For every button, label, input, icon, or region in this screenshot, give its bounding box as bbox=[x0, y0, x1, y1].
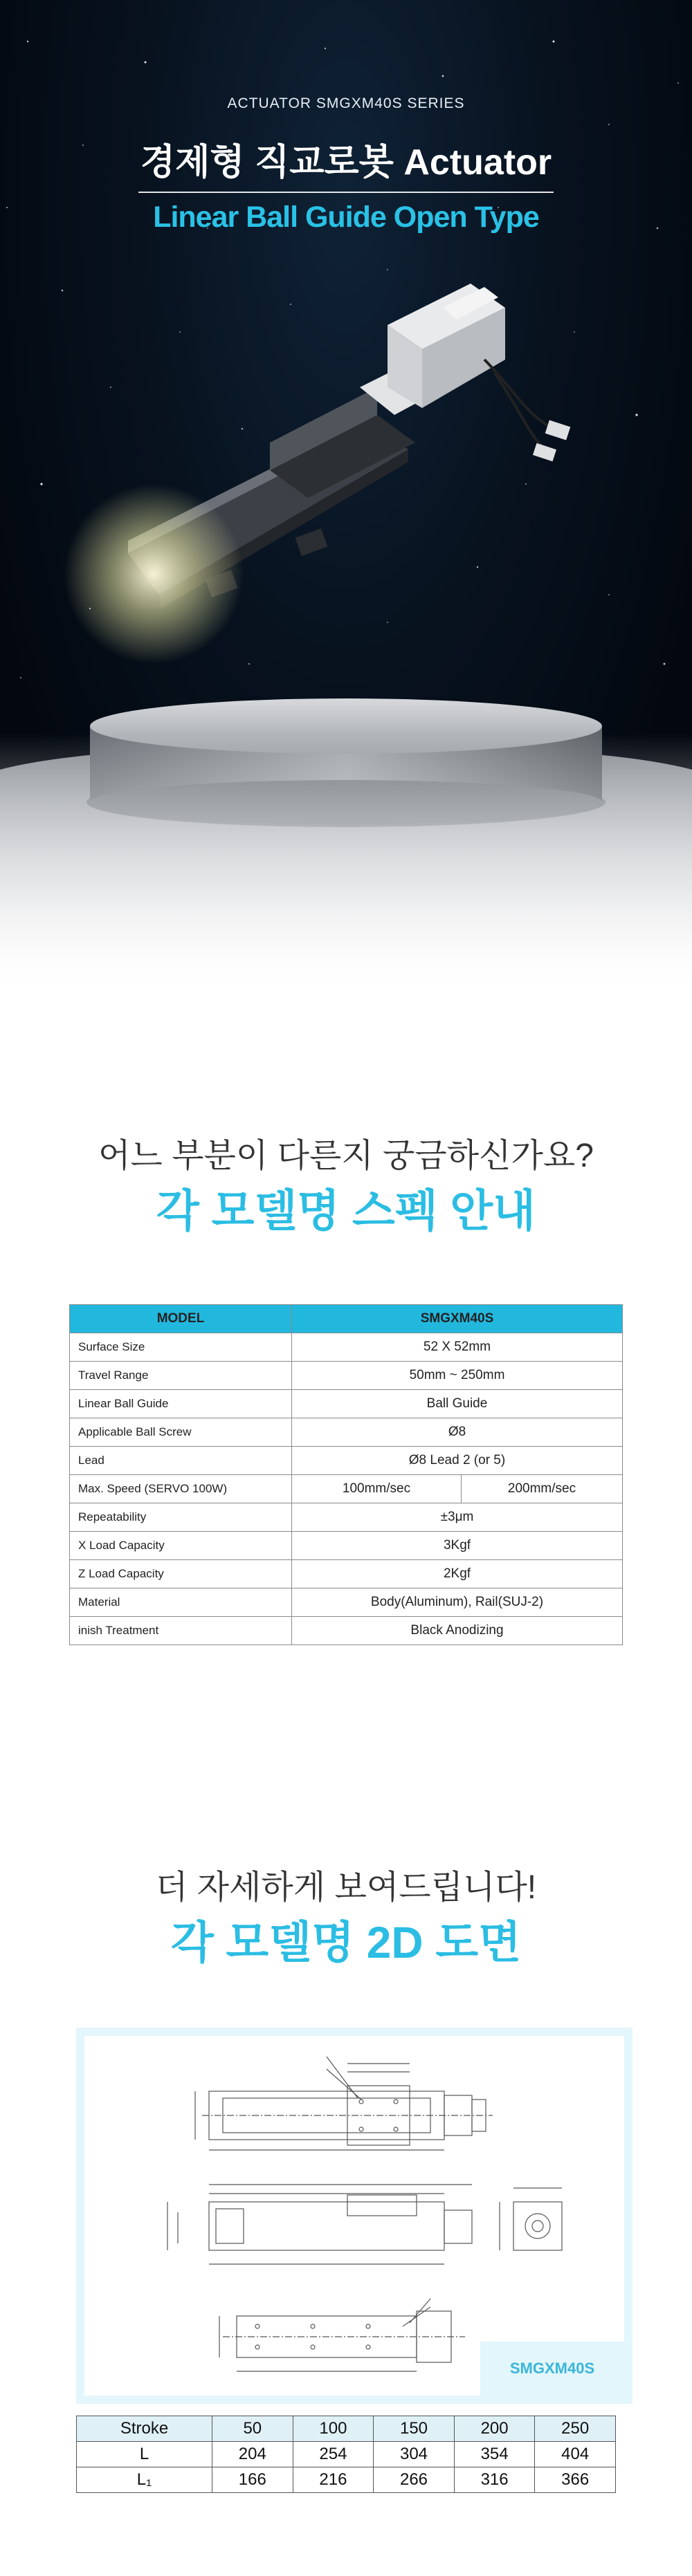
spec-label: Material bbox=[70, 1588, 292, 1617]
table-row bbox=[70, 1503, 623, 1532]
stroke-cell: 100 bbox=[293, 2416, 374, 2442]
spec-label: inish Treatment bbox=[70, 1617, 292, 1645]
table-row bbox=[70, 1447, 623, 1475]
spec-value-lead5: 200mm/sec bbox=[462, 1475, 623, 1503]
drawing-heading: 각 모델명 2D 도면 bbox=[170, 1918, 522, 1967]
spec-header-model: MODEL bbox=[70, 1305, 292, 1333]
hero-fade bbox=[0, 733, 692, 982]
spec-value: 3Kgf bbox=[292, 1532, 623, 1560]
stroke-cell: 404 bbox=[535, 2442, 616, 2467]
hero-title: 경제형 직교로봇 Actuator bbox=[140, 142, 552, 183]
spec-label: Travel Range bbox=[70, 1362, 292, 1390]
stroke-cell: 204 bbox=[212, 2442, 293, 2467]
stroke-cell: L₁ bbox=[77, 2467, 212, 2493]
drawing-question: 더 자세하게 보여드립니다! bbox=[155, 1869, 537, 1906]
stroke-cell: 266 bbox=[374, 2467, 455, 2493]
table-row bbox=[77, 2467, 616, 2493]
series-label: ACTUATOR SMGXM40S SERIES bbox=[227, 95, 465, 111]
stroke-cell: 200 bbox=[454, 2416, 535, 2442]
spec-header-row bbox=[70, 1305, 623, 1333]
table-row bbox=[70, 1532, 623, 1560]
table-row bbox=[70, 1617, 623, 1645]
spec-value: 2Kgf bbox=[292, 1560, 623, 1588]
spec-value: 52 X 52mm bbox=[292, 1333, 623, 1362]
table-row bbox=[77, 2442, 616, 2467]
stroke-cell: 354 bbox=[454, 2442, 535, 2467]
table-row bbox=[70, 1560, 623, 1588]
title-divider bbox=[138, 192, 554, 193]
stroke-cell: L bbox=[77, 2442, 212, 2467]
spec-value: Body(Aluminum), Rail(SUJ-2) bbox=[292, 1588, 623, 1617]
stroke-cell: 316 bbox=[454, 2467, 535, 2493]
stroke-cell: 150 bbox=[374, 2416, 455, 2442]
spec-question: 어느 부분이 다른지 궁금하신가요? bbox=[98, 1138, 594, 1174]
stroke-table bbox=[76, 2416, 616, 2493]
table-row bbox=[70, 1418, 623, 1447]
hero-banner bbox=[0, 0, 692, 982]
stroke-cell: Stroke bbox=[77, 2416, 212, 2442]
spec-value: Black Anodizing bbox=[292, 1617, 623, 1645]
stroke-cell: 216 bbox=[293, 2467, 374, 2493]
table-row bbox=[77, 2416, 616, 2442]
model-badge: SMGXM40S bbox=[480, 2342, 624, 2396]
spec-value: Ø8 bbox=[292, 1418, 623, 1447]
spec-header-value: SMGXM40S bbox=[292, 1305, 623, 1333]
table-row bbox=[70, 1333, 623, 1362]
table-row bbox=[70, 1390, 623, 1418]
spec-value: ±3μm bbox=[292, 1503, 623, 1532]
table-row bbox=[70, 1362, 623, 1390]
spec-label: X Load Capacity bbox=[70, 1532, 292, 1560]
spec-label: Max. Speed (SERVO 100W) bbox=[70, 1475, 292, 1503]
spec-heading: 각 모델명 스펙 안내 bbox=[156, 1186, 536, 1236]
table-row bbox=[70, 1475, 623, 1503]
spec-table bbox=[69, 1304, 623, 1645]
hero-subtitle: Linear Ball Guide Open Type bbox=[153, 201, 539, 234]
spec-value: Ø8 Lead 2 (or 5) bbox=[292, 1447, 623, 1475]
table-row bbox=[70, 1588, 623, 1617]
stroke-cell: 50 bbox=[212, 2416, 293, 2442]
stroke-cell: 250 bbox=[535, 2416, 616, 2442]
spec-value: Ball Guide bbox=[292, 1390, 623, 1418]
stroke-cell: 304 bbox=[374, 2442, 455, 2467]
spec-label: Z Load Capacity bbox=[70, 1560, 292, 1588]
spec-label: Applicable Ball Screw bbox=[70, 1418, 292, 1447]
technical-drawing-panel bbox=[76, 2028, 632, 2404]
stroke-cell: 166 bbox=[212, 2467, 293, 2493]
stroke-cell: 366 bbox=[535, 2467, 616, 2493]
spec-label: Lead bbox=[70, 1447, 292, 1475]
stroke-cell: 254 bbox=[293, 2442, 374, 2467]
spec-label: Repeatability bbox=[70, 1503, 292, 1532]
spec-value-lead2: 100mm/sec bbox=[292, 1475, 462, 1503]
spec-label: Linear Ball Guide bbox=[70, 1390, 292, 1418]
spec-value: 50mm ~ 250mm bbox=[292, 1362, 623, 1390]
spec-label: Surface Size bbox=[70, 1333, 292, 1362]
